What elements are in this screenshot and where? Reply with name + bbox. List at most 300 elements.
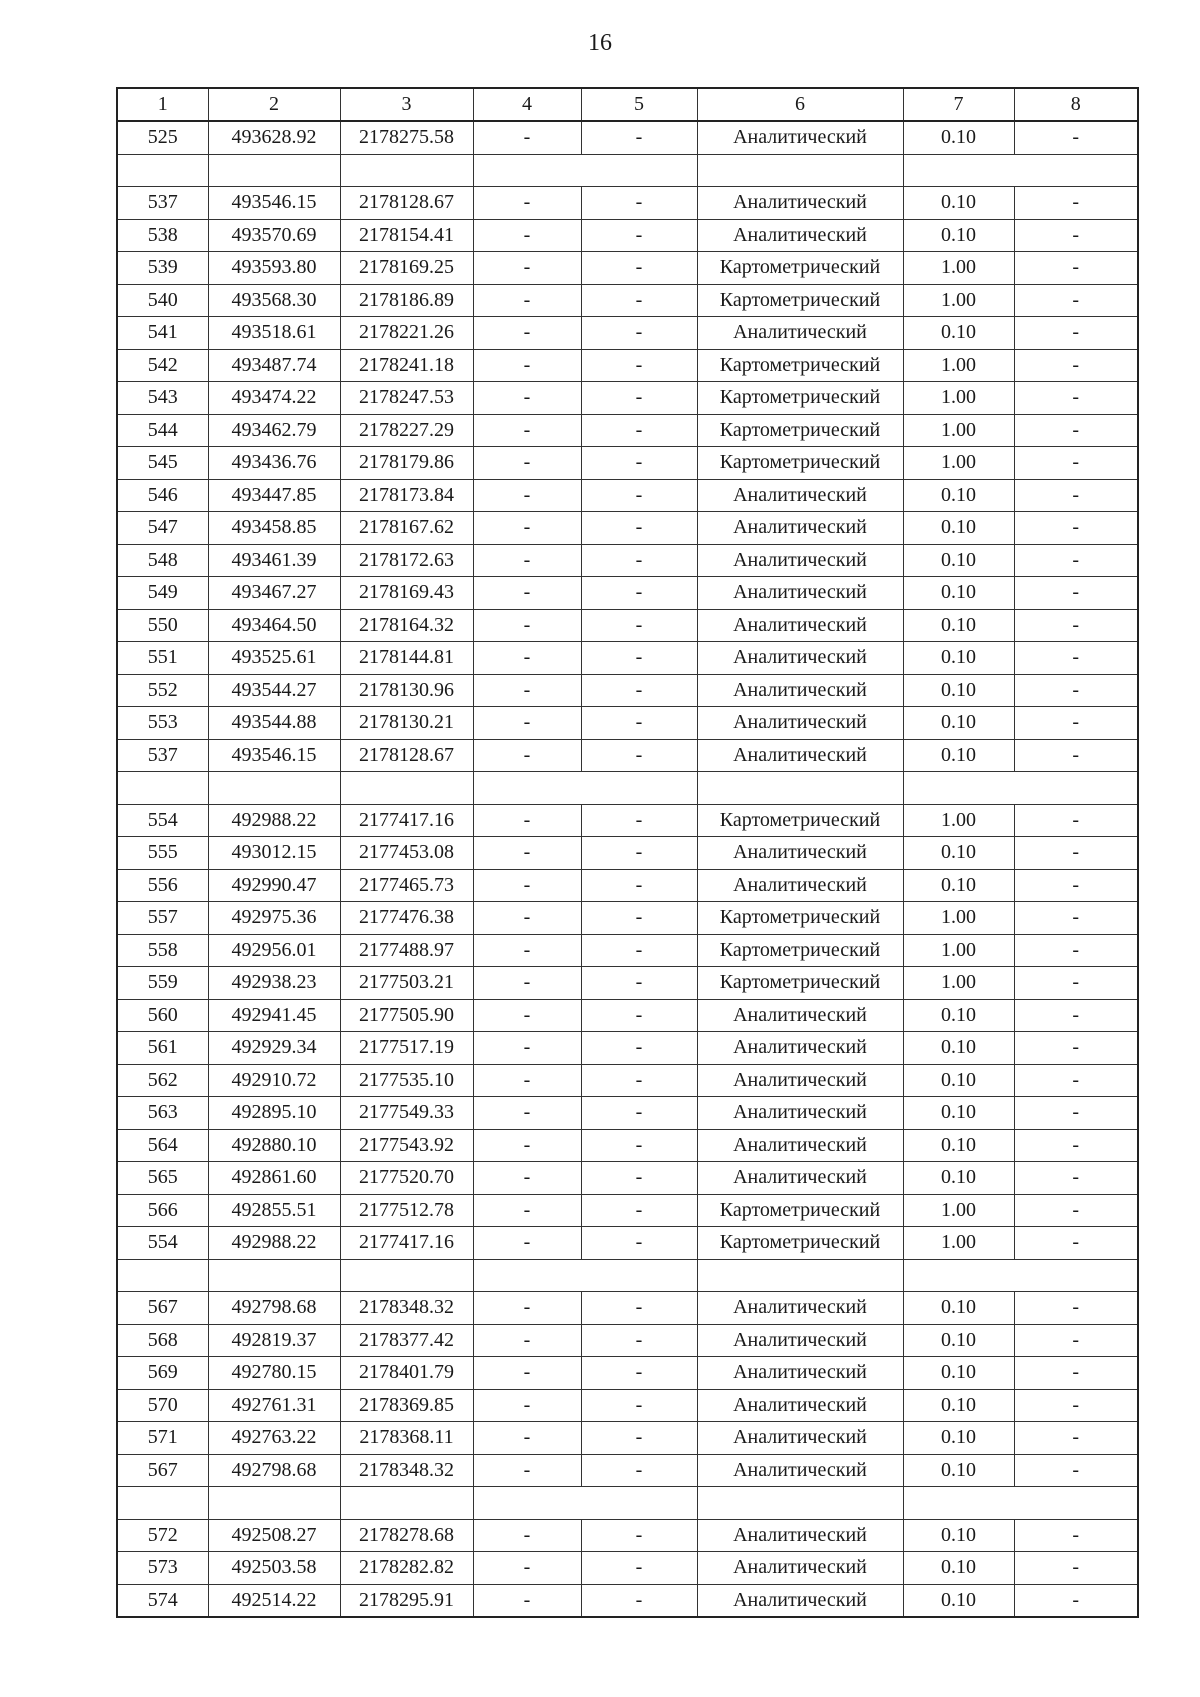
table-row: [117, 902, 1138, 935]
empty-cell: [697, 772, 903, 805]
table-cell: 1.00: [903, 349, 1014, 382]
table-cell: -: [581, 1324, 697, 1357]
table-cell: 493012.15: [208, 837, 340, 870]
table-cell: -: [473, 479, 581, 512]
table-cell: Аналитический: [697, 674, 903, 707]
table-cell: -: [581, 382, 697, 415]
empty-cell: [697, 1487, 903, 1520]
empty-cell: [208, 772, 340, 805]
table-cell: 493628.92: [208, 121, 340, 154]
table-cell: -: [473, 577, 581, 610]
table-cell: -: [581, 902, 697, 935]
table-cell: 551: [117, 642, 208, 675]
table-row: [117, 934, 1138, 967]
table-cell: -: [1014, 252, 1138, 285]
table-cell: Аналитический: [697, 219, 903, 252]
table-cell: 492941.45: [208, 999, 340, 1032]
table-cell: 2178401.79: [340, 1357, 473, 1390]
table-row: [117, 837, 1138, 870]
table-cell: -: [1014, 219, 1138, 252]
table-cell: 493525.61: [208, 642, 340, 675]
column-header: 7: [903, 88, 1014, 121]
table-cell: 492780.15: [208, 1357, 340, 1390]
table-cell: 492880.10: [208, 1129, 340, 1162]
table-cell: -: [581, 674, 697, 707]
table-cell: 0.10: [903, 1097, 1014, 1130]
table-cell: -: [1014, 804, 1138, 837]
table-cell: 2178172.63: [340, 544, 473, 577]
table-row: [117, 544, 1138, 577]
table-cell: 548: [117, 544, 208, 577]
table-cell: Картометрический: [697, 447, 903, 480]
table-cell: -: [473, 642, 581, 675]
table-cell: 1.00: [903, 804, 1014, 837]
table-cell: 2178295.91: [340, 1584, 473, 1617]
separator-row: [117, 772, 1138, 805]
table-row: [117, 349, 1138, 382]
table-cell: 2178130.96: [340, 674, 473, 707]
table-cell: 2177417.16: [340, 1227, 473, 1260]
table-cell: -: [581, 804, 697, 837]
table-cell: 0.10: [903, 1454, 1014, 1487]
table-cell: 2177512.78: [340, 1194, 473, 1227]
table-cell: Аналитический: [697, 1064, 903, 1097]
table-cell: 0.10: [903, 1584, 1014, 1617]
table-cell: 492988.22: [208, 1227, 340, 1260]
table-cell: 1.00: [903, 1194, 1014, 1227]
table-cell: -: [1014, 1129, 1138, 1162]
table-cell: 493447.85: [208, 479, 340, 512]
table-cell: -: [581, 837, 697, 870]
table-cell: 2178247.53: [340, 382, 473, 415]
coordinates-table: [116, 87, 1139, 1618]
table-cell: 571: [117, 1422, 208, 1455]
table-cell: 493458.85: [208, 512, 340, 545]
table-cell: -: [1014, 577, 1138, 610]
table-cell: -: [581, 512, 697, 545]
table-cell: 2178275.58: [340, 121, 473, 154]
table-cell: -: [1014, 1227, 1138, 1260]
table-cell: 2177488.97: [340, 934, 473, 967]
table-cell: 562: [117, 1064, 208, 1097]
table-cell: -: [473, 447, 581, 480]
table-row: [117, 1162, 1138, 1195]
column-header: 1: [117, 88, 208, 121]
table-cell: 1.00: [903, 967, 1014, 1000]
table-cell: Аналитический: [697, 121, 903, 154]
empty-cell: [117, 1487, 208, 1520]
table-cell: -: [1014, 1162, 1138, 1195]
table-cell: -: [473, 739, 581, 772]
table-cell: -: [581, 1129, 697, 1162]
table-cell: 2177505.90: [340, 999, 473, 1032]
table-cell: 0.10: [903, 642, 1014, 675]
table-row: [117, 317, 1138, 350]
table-cell: 2178369.85: [340, 1389, 473, 1422]
table-body: [117, 121, 1138, 1617]
table-cell: -: [473, 1227, 581, 1260]
table-cell: 563: [117, 1097, 208, 1130]
table-cell: 2177543.92: [340, 1129, 473, 1162]
table-cell: -: [1014, 934, 1138, 967]
table-cell: 565: [117, 1162, 208, 1195]
table-cell: 0.10: [903, 1389, 1014, 1422]
table-cell: 544: [117, 414, 208, 447]
table-cell: 538: [117, 219, 208, 252]
table-cell: -: [581, 447, 697, 480]
table-cell: -: [581, 1162, 697, 1195]
table-cell: -: [473, 902, 581, 935]
table-cell: Аналитический: [697, 642, 903, 675]
table-cell: -: [1014, 1519, 1138, 1552]
table-cell: -: [473, 1064, 581, 1097]
table-cell: 2178130.21: [340, 707, 473, 740]
table-cell: -: [1014, 1194, 1138, 1227]
table-cell: -: [473, 1584, 581, 1617]
table-cell: 537: [117, 739, 208, 772]
table-cell: Аналитический: [697, 1552, 903, 1585]
table-cell: -: [1014, 479, 1138, 512]
table-cell: Аналитический: [697, 837, 903, 870]
table-cell: -: [1014, 121, 1138, 154]
table-row: [117, 1129, 1138, 1162]
table-cell: 0.10: [903, 577, 1014, 610]
table-row: [117, 447, 1138, 480]
table-cell: -: [581, 544, 697, 577]
column-header: 8: [1014, 88, 1138, 121]
table-row: [117, 382, 1138, 415]
table-cell: 2178128.67: [340, 187, 473, 220]
table-cell: 492855.51: [208, 1194, 340, 1227]
table-cell: Аналитический: [697, 1584, 903, 1617]
empty-cell: [473, 1487, 697, 1520]
table-cell: 2178348.32: [340, 1454, 473, 1487]
table-cell: 493467.27: [208, 577, 340, 610]
table-cell: 492929.34: [208, 1032, 340, 1065]
table-cell: 0.10: [903, 479, 1014, 512]
table-cell: 2178282.82: [340, 1552, 473, 1585]
table-cell: 493570.69: [208, 219, 340, 252]
table-cell: -: [473, 999, 581, 1032]
table-cell: Аналитический: [697, 1129, 903, 1162]
table-cell: -: [581, 252, 697, 285]
table-cell: -: [1014, 382, 1138, 415]
table-cell: 2177465.73: [340, 869, 473, 902]
table-row: [117, 1454, 1138, 1487]
table-cell: -: [581, 1454, 697, 1487]
table-cell: -: [581, 1552, 697, 1585]
table-cell: -: [473, 934, 581, 967]
table-cell: 0.10: [903, 512, 1014, 545]
table-cell: 553: [117, 707, 208, 740]
table-cell: 2178186.89: [340, 284, 473, 317]
table-cell: 569: [117, 1357, 208, 1390]
table-row: [117, 707, 1138, 740]
table-cell: Аналитический: [697, 577, 903, 610]
table-cell: 2178278.68: [340, 1519, 473, 1552]
table-cell: Аналитический: [697, 1032, 903, 1065]
table-cell: 567: [117, 1292, 208, 1325]
table-cell: Аналитический: [697, 1162, 903, 1195]
table-cell: 568: [117, 1324, 208, 1357]
table-cell: 0.10: [903, 187, 1014, 220]
table-cell: 541: [117, 317, 208, 350]
table-cell: 1.00: [903, 934, 1014, 967]
table-cell: Аналитический: [697, 1357, 903, 1390]
table-cell: 0.10: [903, 1422, 1014, 1455]
table-cell: 492861.60: [208, 1162, 340, 1195]
table-cell: 557: [117, 902, 208, 935]
table-cell: 2178179.86: [340, 447, 473, 480]
table-cell: 542: [117, 349, 208, 382]
table-cell: -: [473, 804, 581, 837]
table-cell: -: [473, 1422, 581, 1455]
table-cell: 493518.61: [208, 317, 340, 350]
table-cell: 2177417.16: [340, 804, 473, 837]
table-cell: 493464.50: [208, 609, 340, 642]
table-cell: Картометрический: [697, 1227, 903, 1260]
separator-row: [117, 1487, 1138, 1520]
table-cell: 1.00: [903, 1227, 1014, 1260]
table-cell: -: [1014, 1324, 1138, 1357]
column-header: 4: [473, 88, 581, 121]
table-cell: Аналитический: [697, 1454, 903, 1487]
table-cell: 2177453.08: [340, 837, 473, 870]
table-cell: 2178144.81: [340, 642, 473, 675]
table-cell: 525: [117, 121, 208, 154]
table-cell: Аналитический: [697, 1422, 903, 1455]
table-row: [117, 967, 1138, 1000]
table-cell: -: [473, 1357, 581, 1390]
table-cell: -: [1014, 1097, 1138, 1130]
table-row: [117, 642, 1138, 675]
table-cell: -: [1014, 512, 1138, 545]
table-cell: 493462.79: [208, 414, 340, 447]
empty-cell: [117, 772, 208, 805]
table-row: [117, 187, 1138, 220]
table-cell: 545: [117, 447, 208, 480]
table-cell: 550: [117, 609, 208, 642]
table-cell: 539: [117, 252, 208, 285]
table-cell: 0.10: [903, 837, 1014, 870]
table-cell: -: [1014, 1357, 1138, 1390]
table-cell: -: [581, 609, 697, 642]
table-cell: 2178227.29: [340, 414, 473, 447]
table-cell: 1.00: [903, 382, 1014, 415]
table-cell: 492990.47: [208, 869, 340, 902]
table-cell: -: [581, 1292, 697, 1325]
table-cell: Аналитический: [697, 317, 903, 350]
table-cell: 554: [117, 1227, 208, 1260]
table-row: [117, 121, 1138, 154]
column-header: 2: [208, 88, 340, 121]
table-cell: -: [473, 609, 581, 642]
table-cell: -: [1014, 837, 1138, 870]
table-row: [117, 512, 1138, 545]
table-cell: -: [1014, 1422, 1138, 1455]
table-cell: 555: [117, 837, 208, 870]
table-cell: 492763.22: [208, 1422, 340, 1455]
table-row: [117, 609, 1138, 642]
table-row: [117, 1032, 1138, 1065]
table-cell: Аналитический: [697, 1097, 903, 1130]
table-cell: -: [1014, 739, 1138, 772]
table-cell: 559: [117, 967, 208, 1000]
table-cell: 547: [117, 512, 208, 545]
table-cell: 1.00: [903, 902, 1014, 935]
table-row: [117, 219, 1138, 252]
table-cell: -: [473, 869, 581, 902]
table-row: [117, 1324, 1138, 1357]
table-cell: 567: [117, 1454, 208, 1487]
table-cell: -: [473, 837, 581, 870]
table-cell: Картометрический: [697, 967, 903, 1000]
table-cell: Аналитический: [697, 479, 903, 512]
table-row: [117, 1519, 1138, 1552]
table-cell: 492798.68: [208, 1454, 340, 1487]
table-cell: -: [1014, 902, 1138, 935]
table-row: [117, 1552, 1138, 1585]
table-row: [117, 1422, 1138, 1455]
table-cell: -: [581, 414, 697, 447]
table-cell: 492508.27: [208, 1519, 340, 1552]
table-cell: Аналитический: [697, 707, 903, 740]
table-cell: 2178348.32: [340, 1292, 473, 1325]
table-cell: 0.10: [903, 317, 1014, 350]
table-cell: 492798.68: [208, 1292, 340, 1325]
table-cell: 492910.72: [208, 1064, 340, 1097]
table-cell: 546: [117, 479, 208, 512]
table-cell: 2177520.70: [340, 1162, 473, 1195]
table-cell: Аналитический: [697, 1324, 903, 1357]
table-cell: -: [473, 382, 581, 415]
empty-cell: [473, 154, 697, 187]
table-cell: 1.00: [903, 447, 1014, 480]
table-cell: -: [473, 349, 581, 382]
table-cell: -: [581, 284, 697, 317]
table-cell: 493593.80: [208, 252, 340, 285]
table-cell: -: [581, 739, 697, 772]
table-cell: 0.10: [903, 1519, 1014, 1552]
table-cell: -: [1014, 1032, 1138, 1065]
table-cell: Аналитический: [697, 187, 903, 220]
table-cell: 0.10: [903, 609, 1014, 642]
table-cell: Аналитический: [697, 1519, 903, 1552]
table-cell: -: [1014, 187, 1138, 220]
page-number: 16: [588, 30, 612, 56]
table-cell: 540: [117, 284, 208, 317]
table-cell: 2177517.19: [340, 1032, 473, 1065]
table-cell: -: [581, 1584, 697, 1617]
table-cell: -: [473, 707, 581, 740]
table-row: [117, 252, 1138, 285]
table-cell: -: [473, 674, 581, 707]
table-cell: 2177476.38: [340, 902, 473, 935]
table-cell: 2178368.11: [340, 1422, 473, 1455]
table-cell: 0.10: [903, 1162, 1014, 1195]
table-cell: -: [1014, 317, 1138, 350]
table-row: [117, 577, 1138, 610]
table-cell: 493461.39: [208, 544, 340, 577]
table-cell: 561: [117, 1032, 208, 1065]
table-cell: -: [1014, 414, 1138, 447]
table-cell: -: [473, 1129, 581, 1162]
table-cell: 564: [117, 1129, 208, 1162]
table-cell: 492956.01: [208, 934, 340, 967]
table-cell: -: [473, 219, 581, 252]
table-cell: 493436.76: [208, 447, 340, 480]
table-cell: 493544.27: [208, 674, 340, 707]
table-cell: 0.10: [903, 1129, 1014, 1162]
table-cell: 492975.36: [208, 902, 340, 935]
table-cell: 0.10: [903, 869, 1014, 902]
table-cell: -: [473, 544, 581, 577]
table-cell: Картометрический: [697, 382, 903, 415]
table-cell: -: [1014, 1389, 1138, 1422]
table-row: [117, 804, 1138, 837]
table-cell: -: [581, 187, 697, 220]
empty-cell: [117, 1259, 208, 1292]
table-cell: -: [1014, 1552, 1138, 1585]
table-cell: -: [473, 187, 581, 220]
empty-cell: [697, 154, 903, 187]
table-cell: 0.10: [903, 1032, 1014, 1065]
table-cell: 0.10: [903, 707, 1014, 740]
table-cell: -: [473, 1194, 581, 1227]
table-cell: Аналитический: [697, 512, 903, 545]
table-cell: 552: [117, 674, 208, 707]
table-cell: -: [473, 1032, 581, 1065]
table-row: [117, 1227, 1138, 1260]
table-cell: 566: [117, 1194, 208, 1227]
table-cell: 1.00: [903, 284, 1014, 317]
table-cell: 2178169.25: [340, 252, 473, 285]
table-cell: 2177503.21: [340, 967, 473, 1000]
table-cell: Картометрический: [697, 349, 903, 382]
table-cell: 574: [117, 1584, 208, 1617]
table-cell: -: [1014, 707, 1138, 740]
table-cell: -: [1014, 1584, 1138, 1617]
table-cell: -: [473, 967, 581, 1000]
table-cell: 493546.15: [208, 187, 340, 220]
table-cell: 2178154.41: [340, 219, 473, 252]
table-cell: 2178164.32: [340, 609, 473, 642]
table-cell: 2178128.67: [340, 739, 473, 772]
empty-cell: [903, 154, 1138, 187]
table-cell: -: [1014, 284, 1138, 317]
empty-cell: [208, 1487, 340, 1520]
table-row: [117, 1357, 1138, 1390]
empty-cell: [903, 772, 1138, 805]
separator-row: [117, 154, 1138, 187]
table-cell: 0.10: [903, 1064, 1014, 1097]
table-header-row: [117, 88, 1138, 121]
table-cell: Картометрический: [697, 1194, 903, 1227]
table-cell: Картометрический: [697, 804, 903, 837]
table-cell: -: [1014, 1292, 1138, 1325]
empty-cell: [473, 1259, 697, 1292]
table-cell: -: [1014, 609, 1138, 642]
table-cell: -: [581, 999, 697, 1032]
table-cell: 0.10: [903, 121, 1014, 154]
table-cell: 492895.10: [208, 1097, 340, 1130]
column-header: 6: [697, 88, 903, 121]
table-cell: Аналитический: [697, 544, 903, 577]
table-cell: 492819.37: [208, 1324, 340, 1357]
table-cell: Аналитический: [697, 869, 903, 902]
empty-cell: [117, 154, 208, 187]
table-cell: Картометрический: [697, 284, 903, 317]
